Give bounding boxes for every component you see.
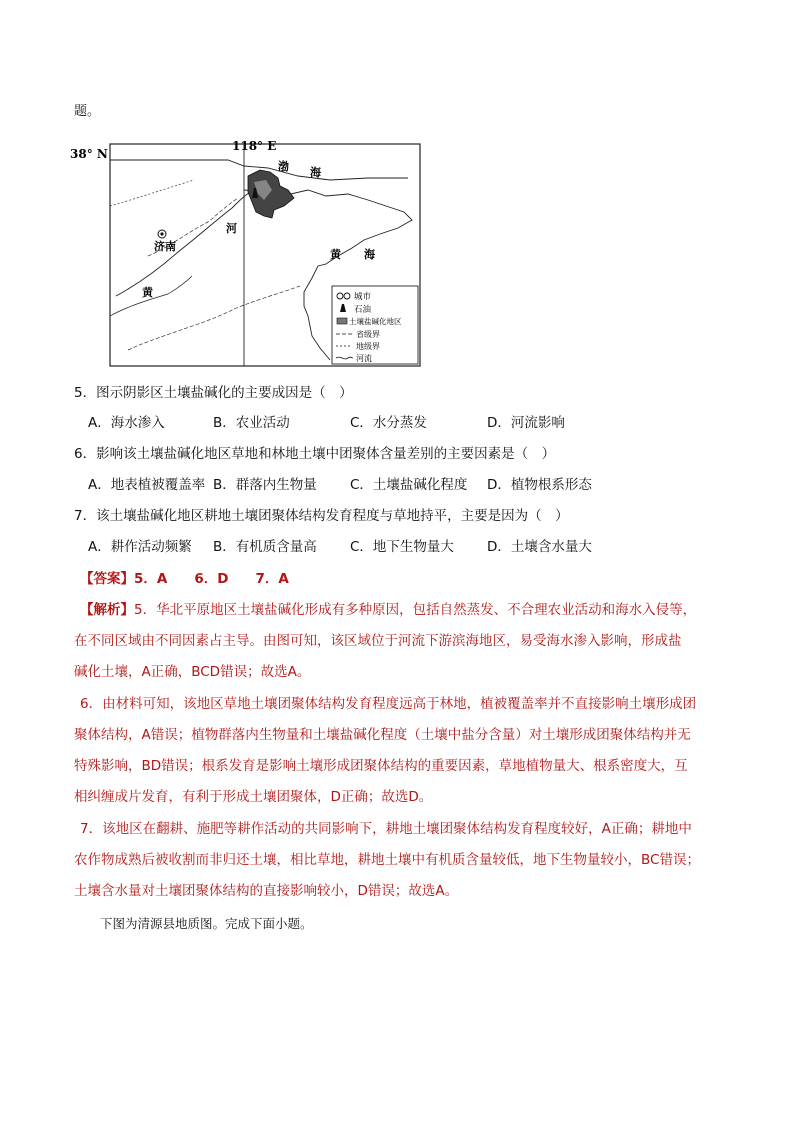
q5-option-d[interactable]: D．河流影响 [487, 415, 565, 431]
legend-oil-label: 石油 [354, 305, 372, 315]
prev-question-fragment: 题。 [74, 104, 101, 119]
legend-region-label: 地级界 [356, 342, 380, 351]
analysis-label: 【解析】 [80, 602, 134, 618]
latitude-label: 38° N [70, 147, 108, 161]
city-jinan-label: 济南 [154, 240, 176, 253]
analysis-line-7: 相纠缠成片发育，有利于形成土壤团聚体，D正确；故选D。 [74, 789, 433, 805]
q6-option-d[interactable]: D．植物根系形态 [487, 477, 592, 493]
q5-option-a[interactable]: A．海水渗入 [88, 415, 165, 431]
river-label-lower: 黄 [142, 286, 153, 299]
answer-label: 【答案】 [80, 571, 134, 587]
question-6-stem: 6．影响该土壤盐碱化地区草地和林地土壤中团聚体含量差别的主要因素是（ ） [74, 446, 556, 462]
q7-option-b[interactable]: B．有机质含量高 [213, 539, 317, 555]
analysis-line-6: 特殊影响，BD错误；根系发育是影响土壤形成团聚体结构的重要因素，草地植物量大、根系密度大，互 [74, 758, 688, 774]
q5-option-c[interactable]: C．水分蒸发 [350, 415, 427, 431]
q5-option-b[interactable]: B．农业活动 [213, 415, 290, 431]
analysis-line-9: 农作物成熟后被收割而非归还土壤，相比草地，耕地土壤中有机质含量较低，地下生物量较小，BC错误； [74, 852, 700, 868]
analysis-line-2: 在不同区域由不同因素占主导。由图可知，该区域位于河流下游滨海地区，易受海水渗入影响，形成盐 [74, 633, 682, 649]
river-label: 河 [226, 222, 237, 235]
answer-block [80, 570, 289, 588]
analysis-line-1 [80, 601, 696, 619]
analysis-line-4: 6．由材料可知，该地区草地土壤团聚体结构发育程度远高于林地，植被覆盖率并不直接影响土壤形成团 [80, 696, 697, 712]
huanghai-label-2: 海 [364, 248, 375, 261]
bohai-label-2: 海 [310, 166, 321, 179]
q7-option-a[interactable]: A．耕作活动频繁 [88, 539, 192, 555]
legend-city-symbol [337, 293, 343, 299]
analysis-line-8: 7．该地区在翻耕、施肥等耕作活动的共同影响下，耕地土壤团聚体结构发育程度较好，A正确；耕地中 [80, 821, 692, 837]
q6-option-b[interactable]: B．群落内生物量 [213, 477, 317, 493]
legend-saline-symbol [337, 318, 347, 324]
answer-text: 5．A 6．D 7．A [134, 571, 289, 587]
analysis-line-10: 土壤含水量对土壤团聚体结构的直接影响较小，D错误；故选A。 [74, 883, 459, 899]
legend-saline-label: 土壤盐碱化地区 [349, 317, 402, 326]
q7-option-c[interactable]: C．地下生物量大 [350, 539, 454, 555]
next-section-intro: 下图为清源县地质图。完成下面小题。 [100, 916, 313, 931]
longitude-label: 118° E [232, 139, 277, 153]
legend-river-label: 河流 [356, 354, 372, 363]
huanghai-label-1: 黄 [330, 248, 341, 261]
q6-option-a[interactable]: A．地表植被覆盖率 [88, 477, 206, 493]
q6-option-c[interactable]: C．土壤盐碱化程度 [350, 477, 468, 493]
analysis-text-1: 5．华北平原地区土壤盐碱化形成有多种原因，包括自然蒸发、不合理农业活动和海水入侵等， [134, 602, 697, 618]
question-7-stem: 7．该土壤盐碱化地区耕地土壤团聚体结构发育程度与草地持平，主要是因为（ ） [74, 508, 569, 524]
question-5-stem: 5．图示阴影区土壤盐碱化的主要成因是（ ） [74, 385, 353, 401]
q7-option-d[interactable]: D．土壤含水量大 [487, 539, 592, 555]
bohai-label-1: 渤 [278, 160, 289, 173]
analysis-line-5: 聚体结构，A错误；植物群落内生物量和土壤盐碱化程度（土壤中盐分含量）对土壤形成团聚体结构并无 [74, 727, 691, 743]
legend-province-label: 省级界 [356, 330, 380, 339]
analysis-line-3: 碱化土壤，A正确，BCD错误；故选A。 [74, 664, 311, 680]
legend-city-label: 城市 [354, 292, 372, 302]
saline-soil-map [68, 136, 428, 372]
